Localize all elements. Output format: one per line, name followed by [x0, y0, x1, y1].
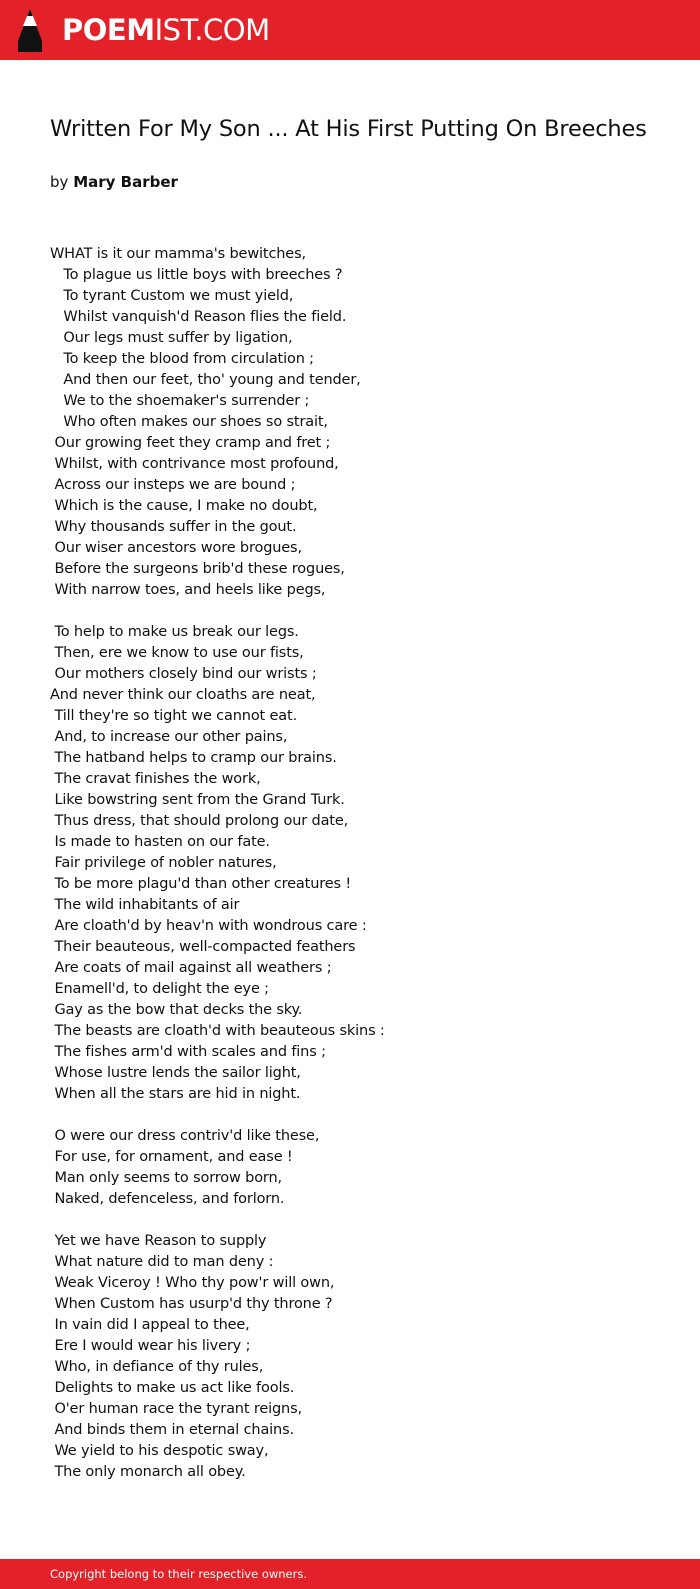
poem-line: Enamell'd, to delight the eye ;: [50, 981, 269, 997]
site-logo-text: [62, 13, 270, 47]
poem-line: Ere I would wear his livery ;: [50, 1338, 251, 1354]
poem-line: In vain did I appeal to thee,: [50, 1317, 250, 1333]
poem-line: To tyrant Custom we must yield,: [50, 288, 294, 304]
poem-line: Fair privilege of nobler natures,: [50, 855, 277, 871]
poem-line: Why thousands suffer in the gout.: [50, 519, 297, 535]
stanza-break: [50, 601, 650, 622]
poem-line: To keep the blood from circulation ;: [50, 351, 314, 367]
poem-line: Man only seems to sorrow born,: [50, 1170, 282, 1186]
poem-line: O were our dress contriv'd like these,: [50, 1128, 320, 1144]
poem-line: With narrow toes, and heels like pegs,: [50, 582, 326, 598]
poem-line: Across our insteps we are bound ;: [50, 477, 296, 493]
poem-line: We yield to his despotic sway,: [50, 1443, 269, 1459]
by-label: by: [50, 173, 69, 191]
poem-byline: [50, 172, 178, 192]
poem-line: Are coats of mail against all weathers ;: [50, 960, 332, 976]
poem-line: Who often makes our shoes so strait,: [50, 414, 328, 430]
poem-line: To help to make us break our legs.: [50, 624, 299, 640]
poem-line: Our legs must suffer by ligation,: [50, 330, 293, 346]
poem-line: And, to increase our other pains,: [50, 729, 288, 745]
poem-line: When all the stars are hid in night.: [50, 1086, 301, 1102]
poem-line: Our growing feet they cramp and fret ;: [50, 435, 331, 451]
poem-line: Naked, defenceless, and forlorn.: [50, 1191, 285, 1207]
poem-title: Written For My Son ... At His First Putting On Breeches: [50, 116, 647, 142]
logo-bold-text: POEM: [62, 13, 155, 47]
poem-line: To be more plagu'd than other creatures !: [50, 876, 352, 892]
poem-line: Are cloath'd by heav'n with wondrous care :: [50, 918, 367, 934]
poem-line: Is made to hasten on our fate.: [50, 834, 270, 850]
poem-line: The cravat finishes the work,: [50, 771, 261, 787]
poem-line: The fishes arm'd with scales and fins ;: [50, 1044, 326, 1060]
poem-line: Their beauteous, well-compacted feathers: [50, 939, 356, 955]
poem-line: Whilst vanquish'd Reason flies the field.: [50, 309, 347, 325]
poem-line: The beasts are cloath'd with beauteous skins :: [50, 1023, 385, 1039]
site-header: [0, 0, 700, 60]
poem-line: Yet we have Reason to supply: [50, 1233, 267, 1249]
poem-line: Thus dress, that should prolong our date,: [50, 813, 349, 829]
poem-line: Before the surgeons brib'd these rogues,: [50, 561, 345, 577]
poem-line: And then our feet, tho' young and tender,: [50, 372, 361, 388]
author-link[interactable]: Mary Barber: [73, 173, 178, 191]
poem-line: Weak Viceroy ! Who thy pow'r will own,: [50, 1275, 335, 1291]
poem-line: Then, ere we know to use our fists,: [50, 645, 304, 661]
poem-line: When Custom has usurp'd thy throne ?: [50, 1296, 333, 1312]
stanza-break: [50, 1105, 650, 1126]
poem-line: Whose lustre lends the sailor light,: [50, 1065, 301, 1081]
pencil-tip-icon: [18, 9, 42, 52]
poem-body: [50, 244, 650, 1483]
poem-line: The hatband helps to cramp our brains.: [50, 750, 337, 766]
poem-line: Which is the cause, I make no doubt,: [50, 498, 318, 514]
poem-line: WHAT is it our mamma's bewitches,: [50, 246, 306, 262]
poem-line: The only monarch all obey.: [50, 1464, 246, 1480]
poem-line: Like bowstring sent from the Grand Turk.: [50, 792, 345, 808]
poem-line: The wild inhabitants of air: [50, 897, 240, 913]
stanza-break: [50, 1210, 650, 1231]
poem-line: Delights to make us act like fools.: [50, 1380, 295, 1396]
poem-line: Who, in defiance of thy rules,: [50, 1359, 264, 1375]
copyright-text: Copyright belong to their respective owners.: [50, 1567, 308, 1581]
poem-line: O'er human race the tyrant reigns,: [50, 1401, 302, 1417]
poem-line: And binds them in eternal chains.: [50, 1422, 294, 1438]
logo-light-text: IST.COM: [154, 13, 270, 47]
poem-line: Whilst, with contrivance most profound,: [50, 456, 339, 472]
poem-line: We to the shoemaker's surrender ;: [50, 393, 310, 409]
poem-line: And never think our cloaths are neat,: [50, 687, 316, 703]
poem-line: Our wiser ancestors wore brogues,: [50, 540, 302, 556]
site-footer: [0, 1559, 700, 1589]
poem-line: What nature did to man deny :: [50, 1254, 274, 1270]
poem-line: To plague us little boys with breeches ?: [50, 267, 343, 283]
poem-line: Till they're so tight we cannot eat.: [50, 708, 298, 724]
poem-line: Gay as the bow that decks the sky.: [50, 1002, 303, 1018]
poem-line: Our mothers closely bind our wrists ;: [50, 666, 317, 682]
poem-line: For use, for ornament, and ease !: [50, 1149, 293, 1165]
